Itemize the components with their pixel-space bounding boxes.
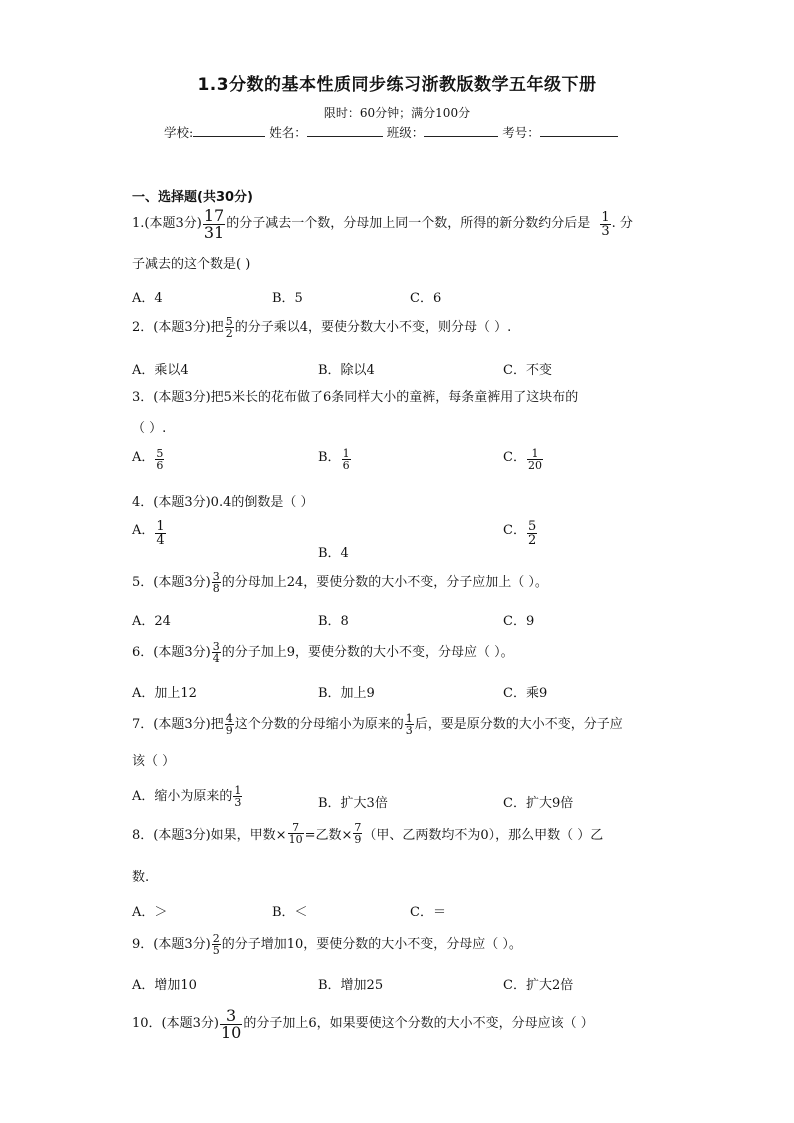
- class-label: 班级：: [386, 125, 425, 140]
- question-4: 4．(本题3分)0.4的倒数是（ ）: [132, 495, 314, 510]
- option-a[interactable]: A．加上12: [132, 686, 197, 701]
- fraction: $\frac{1}{6}$: [342, 447, 350, 472]
- option-a[interactable]: A．24: [132, 614, 171, 629]
- option-c[interactable]: C．扩大2倍: [503, 978, 574, 993]
- option-c[interactable]: C． $\frac{5}{2}$: [503, 519, 537, 548]
- fraction: $\frac{5}{2}$: [527, 519, 537, 548]
- question-9: 9．(本题3分) $\frac{2}{5}$ 的分子增加10，要使分数的大小不变，分母应（ ）。: [132, 932, 522, 957]
- fraction: $\frac{7}{10}$: [288, 821, 303, 846]
- question-3-line2: （ ）.: [132, 421, 167, 436]
- fraction: $\frac{3}{4}$: [212, 640, 220, 665]
- fraction: $\frac{17}{31}$: [203, 206, 225, 242]
- option-b[interactable]: B．＜: [272, 905, 308, 920]
- option-c[interactable]: C．＝: [410, 905, 446, 920]
- class-field[interactable]: [424, 124, 498, 137]
- option-c[interactable]: C． $\frac{1}{20}$: [503, 447, 542, 472]
- option-b[interactable]: B．增加25: [318, 978, 384, 993]
- option-b[interactable]: B．除以4: [318, 363, 375, 378]
- option-a[interactable]: A．＞: [132, 905, 168, 920]
- fraction: $\frac{3}{10}$: [220, 1006, 242, 1042]
- exam-number-label: 考号：: [502, 125, 540, 140]
- option-b[interactable]: B．扩大3倍: [318, 796, 388, 811]
- option-b[interactable]: B．5: [272, 291, 303, 306]
- time-limit: 限时：60分钟；满分100分: [323, 106, 471, 120]
- question-6: 6．(本题3分) $\frac{3}{4}$ 的分子加上9，要使分数的大小不变，分母应（ ）。: [132, 640, 514, 665]
- option-b[interactable]: B．4: [318, 546, 349, 561]
- question-7: 7．(本题3分)把 $\frac{4}{9}$ 这个分数的分母缩小为原来的 $\frac{1}{3}$ 后，要是原分数的大小不变，分子应: [132, 712, 623, 737]
- option-b[interactable]: B．加上9: [318, 686, 375, 701]
- school-label: 学校:: [164, 125, 194, 140]
- option-c[interactable]: C．6: [410, 291, 442, 306]
- question-8-line2: 数.: [132, 870, 150, 885]
- question-10: 10．(本题3分) $\frac{3}{10}$ 的分子加上6，如果要使这个分数的大小不变，分母应该（ ）: [132, 1006, 594, 1042]
- option-c[interactable]: C．扩大9倍: [503, 796, 574, 811]
- option-a[interactable]: A．增加10: [132, 978, 197, 993]
- name-label: 姓名：: [269, 125, 307, 140]
- option-a[interactable]: A． $\frac{1}{4}$: [132, 519, 165, 548]
- question-7-line2: 该（ ）: [132, 754, 176, 769]
- name-field[interactable]: [307, 124, 383, 137]
- school-field[interactable]: [193, 124, 265, 137]
- fraction: $\frac{5}{6}$: [156, 447, 164, 472]
- option-a[interactable]: A．缩小为原来的 $\frac{1}{3}$: [132, 784, 242, 809]
- fraction: $\frac{1}{3}$: [601, 210, 610, 239]
- section-heading: 一、选择题(共30分): [132, 190, 253, 205]
- option-c[interactable]: C．不变: [503, 363, 552, 378]
- option-b[interactable]: B．8: [318, 614, 349, 629]
- fraction: $\frac{1}{4}$: [156, 519, 165, 548]
- question-2: 2．(本题3分)把 $\frac{5}{2}$ 的分子乘以4，要使分数大小不变，则分母（ ）.: [132, 315, 512, 340]
- fraction: $\frac{3}{8}$: [212, 570, 220, 595]
- fraction: $\frac{1}{3}$: [234, 784, 242, 809]
- fraction: $\frac{7}{9}$: [354, 821, 362, 846]
- fraction: $\frac{4}{9}$: [225, 712, 233, 737]
- question-3: 3．(本题3分)把5米长的花布做了6条同样大小的童裤，每条童裤用了这块布的: [132, 390, 579, 405]
- exam-number-field[interactable]: [540, 124, 618, 137]
- page-title: 1.3分数的基本性质同步练习浙教版数学五年级下册: [197, 75, 597, 95]
- option-b[interactable]: B． $\frac{1}{6}$: [318, 447, 350, 472]
- option-a[interactable]: A． $\frac{5}{6}$: [132, 447, 164, 472]
- option-c[interactable]: C．9: [503, 614, 535, 629]
- fraction: $\frac{5}{2}$: [225, 315, 233, 340]
- option-a[interactable]: A．4: [132, 291, 163, 306]
- fraction: $\frac{2}{5}$: [212, 932, 220, 957]
- question-1-line2: 子减去的这个数是( ): [132, 257, 251, 272]
- question-1: 1.(本题3分) $\frac{17}{31}$ 的分子减去一个数，分母加上同一个数，所得的新分数约分后是 $\frac{1}{3}$ . 分: [132, 206, 633, 242]
- student-info-row: [164, 123, 618, 141]
- question-8: 8．(本题3分)如果，甲数× $\frac{7}{10}$ =乙数× $\frac{7}{9}$ （甲、乙两数均不为0），那么甲数（ ）乙: [132, 821, 604, 846]
- option-c[interactable]: C．乘9: [503, 686, 548, 701]
- option-a[interactable]: A．乘以4: [132, 363, 189, 378]
- fraction: $\frac{1}{3}$: [405, 712, 413, 737]
- fraction: $\frac{1}{20}$: [527, 447, 542, 472]
- question-5: 5．(本题3分) $\frac{3}{8}$ 的分母加上24，要使分数的大小不变，分子应加上（ ）。: [132, 570, 548, 595]
